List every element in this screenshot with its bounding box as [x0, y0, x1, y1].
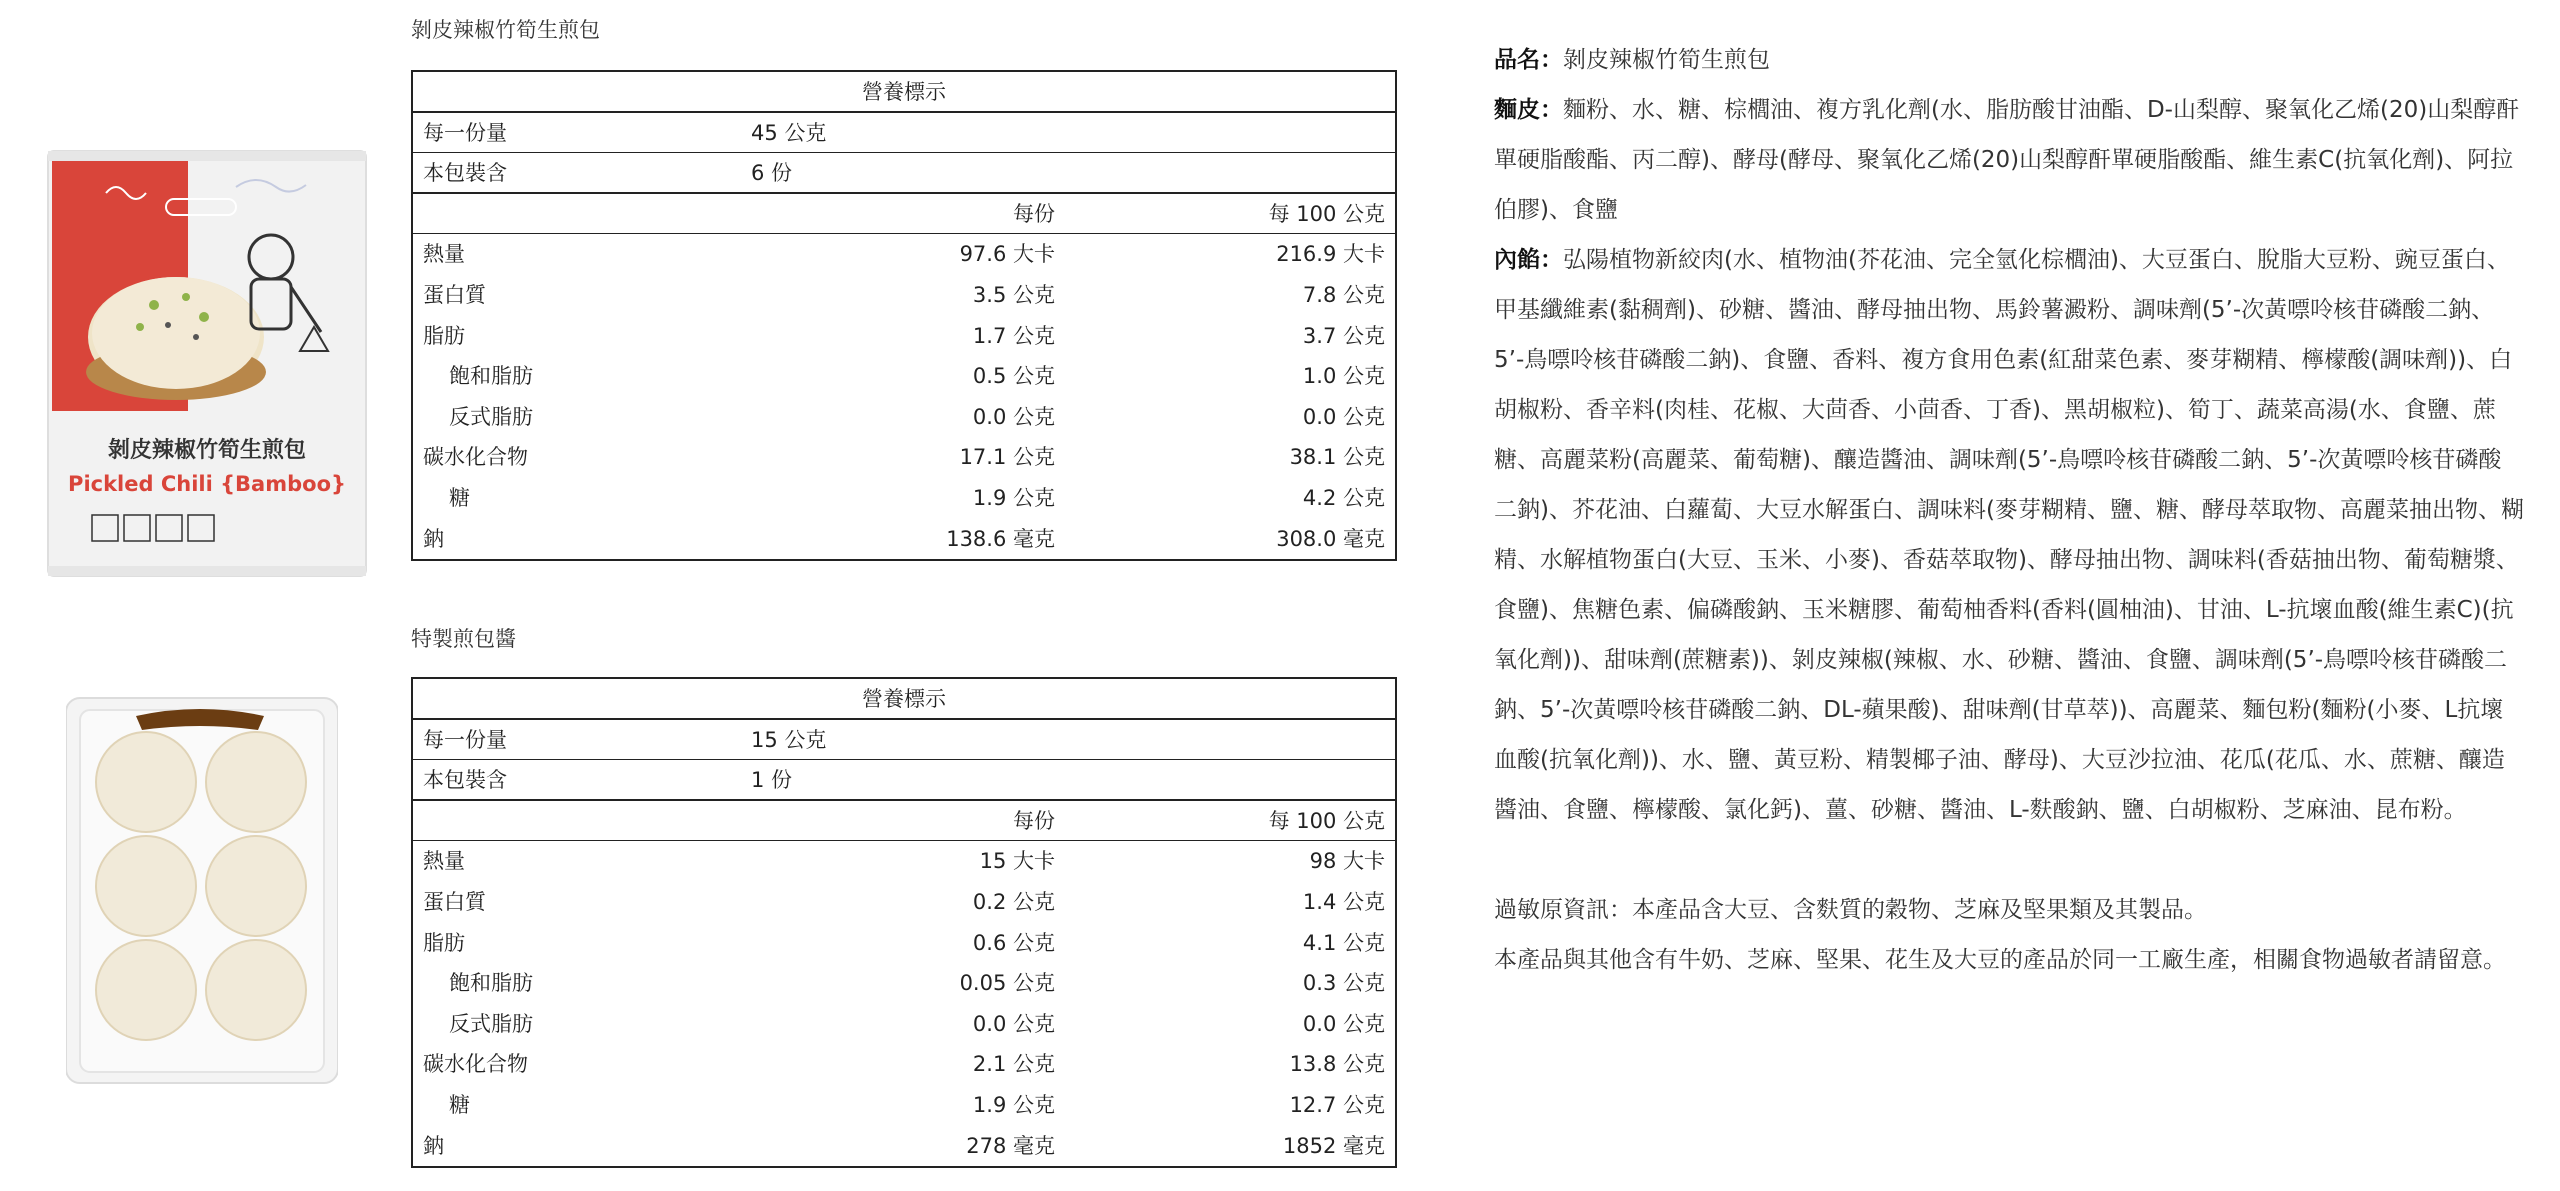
product-info — [1494, 35, 2524, 985]
row-label: 鈉 — [423, 1133, 444, 1158]
row-per-serving: 3.5 公克 — [972, 282, 1055, 307]
row-per-serving: 0.05 公克 — [959, 971, 1055, 996]
pack-value: 1 份 — [751, 768, 793, 793]
row-per-100g: 4.1 公克 — [1302, 930, 1385, 955]
row-per-serving: 0.5 公克 — [972, 364, 1055, 389]
package-name-cn: 剝皮辣椒竹筍生煎包 — [107, 437, 307, 463]
row-per-100g: 98 大卡 — [1309, 849, 1385, 874]
row-per-serving: 0.0 公克 — [972, 1011, 1055, 1036]
col-per-100g: 每 100 公克 — [1268, 201, 1385, 226]
wrapper-text: 麵粉、水、糖、棕櫚油、複方乳化劑(水、脂肪酸甘油酯、D-山梨醇、聚氧化乙烯(20)山梨醇酐單硬脂酸酯、丙二醇)、酵母(酵母、聚氧化乙烯(20)山梨醇酐單硬脂酸酯、維生素C(抗氧化劑)、阿拉伯膠)、食鹽 — [1494, 97, 2520, 223]
row-label: 反式脂肪 — [449, 404, 533, 429]
row-per-100g: 0.3 公克 — [1302, 971, 1385, 996]
pack-row — [413, 760, 1395, 801]
filling-ingredients — [1494, 235, 2524, 835]
nutrition-table-2 — [411, 677, 1397, 1168]
section1-title: 剝皮辣椒竹筍生煎包 — [411, 18, 600, 42]
row-per-serving: 17.1 公克 — [959, 445, 1055, 470]
serving-label: 每一份量 — [423, 120, 507, 145]
col-per-serving: 每份 — [1013, 808, 1055, 833]
nutrition-table-title: 營養標示 — [413, 72, 1395, 113]
row-label: 碳水化合物 — [423, 1052, 528, 1077]
row-per-serving: 138.6 毫克 — [946, 526, 1055, 551]
row-label: 脂肪 — [423, 323, 465, 348]
pack-row — [413, 153, 1395, 194]
row-per-serving: 0.6 公克 — [972, 930, 1055, 955]
row-label: 糖 — [449, 1092, 470, 1117]
table-row — [413, 478, 1395, 519]
table-row — [413, 234, 1395, 275]
col-per-serving: 每份 — [1013, 201, 1055, 226]
table-row — [413, 316, 1395, 357]
row-per-serving: 0.2 公克 — [972, 889, 1055, 914]
row-per-100g: 0.0 公克 — [1302, 1011, 1385, 1036]
table-row — [413, 1004, 1395, 1045]
table-row — [413, 437, 1395, 478]
product-name: 剝皮辣椒竹筍生煎包 — [1563, 47, 1770, 73]
row-per-100g: 308.0 毫克 — [1276, 526, 1385, 551]
table-row — [413, 275, 1395, 316]
row-label: 糖 — [449, 485, 470, 510]
row-per-100g: 12.7 公克 — [1289, 1092, 1385, 1117]
serving-value: 15 公克 — [751, 727, 827, 752]
serving-label: 每一份量 — [423, 727, 507, 752]
table-row — [413, 923, 1395, 964]
row-per-100g: 0.0 公克 — [1302, 404, 1385, 429]
column-header-row — [413, 801, 1395, 842]
product-name-line — [1494, 35, 2524, 85]
col-per-100g: 每 100 公克 — [1268, 808, 1385, 833]
nutrition-table-title: 營養標示 — [413, 679, 1395, 720]
row-per-100g: 7.8 公克 — [1302, 282, 1385, 307]
table-row — [413, 841, 1395, 882]
row-per-serving: 278 毫克 — [966, 1133, 1055, 1158]
row-per-serving: 15 大卡 — [979, 849, 1055, 874]
row-per-serving: 2.1 公克 — [972, 1052, 1055, 1077]
column-header-row — [413, 194, 1395, 235]
product-package-image — [36, 137, 376, 592]
row-per-100g: 1.4 公克 — [1302, 889, 1385, 914]
row-per-serving: 1.7 公克 — [972, 323, 1055, 348]
serving-row — [413, 720, 1395, 761]
row-per-100g: 3.7 公克 — [1302, 323, 1385, 348]
package-name-en: Pickled Chili {Bamboo} — [68, 472, 346, 496]
filling-label: 內餡： — [1494, 247, 1563, 273]
row-per-serving: 0.0 公克 — [972, 404, 1055, 429]
wrapper-label: 麵皮： — [1494, 97, 1563, 123]
table-row — [413, 519, 1395, 560]
serving-value: 45 公克 — [751, 120, 827, 145]
row-per-100g: 13.8 公克 — [1289, 1052, 1385, 1077]
name-label: 品名： — [1494, 47, 1563, 73]
row-label: 蛋白質 — [423, 282, 486, 307]
row-label: 反式脂肪 — [449, 1011, 533, 1036]
row-per-serving: 1.9 公克 — [972, 485, 1055, 510]
table-row — [413, 882, 1395, 923]
table-row — [413, 1044, 1395, 1085]
row-per-100g: 38.1 公克 — [1289, 445, 1385, 470]
row-label: 蛋白質 — [423, 889, 486, 914]
row-label: 碳水化合物 — [423, 445, 528, 470]
row-per-serving: 97.6 大卡 — [959, 242, 1055, 267]
table-row — [413, 397, 1395, 438]
serving-row — [413, 113, 1395, 154]
facility-notice: 本產品與其他含有牛奶、芝麻、堅果、花生及大豆的產品於同一工廠生產，相關食物過敏者請留意。 — [1494, 947, 2506, 973]
row-per-100g: 1852 毫克 — [1282, 1133, 1385, 1158]
row-per-serving: 1.9 公克 — [972, 1092, 1055, 1117]
allergen-info: 過敏原資訊：本產品含大豆、含麩質的穀物、芝麻及堅果類及其製品。 — [1494, 897, 2207, 923]
pack-value: 6 份 — [751, 161, 793, 186]
filling-text: 弘陽植物新絞肉(水、植物油(芥花油、完全氫化棕櫚油)、大豆蛋白、脫脂大豆粉、豌豆蛋白、甲基纖維素(黏稠劑)、砂糖、醬油、酵母抽出物、馬鈴薯澱粉、調味劑(5’-次黃嘌呤核苷磷酸二鈉、5’-鳥嘌呤核苷磷酸二鈉)、食鹽、香料、複方食用色素(紅甜菜色素、麥芽糊精、檸檬酸(調味劑))、白胡椒粉、香辛料(肉桂、花椒、大茴香、小茴香、丁香)、黑胡椒粒)、筍丁、蔬菜高湯(水、食鹽、蔗糖、高麗菜粉(高麗菜、葡萄糖)、釀造醬油、調味劑(5’-鳥嘌呤核苷磷酸二鈉、5’-次黃嘌呤核苷磷酸二鈉)、芥花油、白蘿蔔、大豆水解蛋白、調味料(麥芽糊精、鹽、糖、酵母萃取物、高麗菜抽出物、糊精、水解植物蛋白(大豆、玉米、小麥)、香菇萃取物)、酵母抽出物、調味料(香菇抽出物、葡萄糖漿、食鹽)、焦糖色素、偏磷酸鈉、玉米糖膠、葡萄柚香料(香料(圓柚油)、甘油、L-抗壞血酸(維生素C)(抗氧化劑))、甜味劑(蔗糖素))、剝皮辣椒(辣椒、水、砂糖、醬油、食鹽、調味劑(5’-鳥嘌呤核苷磷酸二鈉、5’-次黃嘌呤核苷磷酸二鈉、DL-蘋果酸)、甜味劑(甘草萃))、高麗菜、麵包粉(麵粉(小麥、L抗壞血酸(抗氧化劑))、水、鹽、黃豆粉、精製椰子油、酵母)、大豆沙拉油、花瓜(花瓜、水、蔗糖、釀造醬油、食鹽、檸檬酸、氯化鈣)、薑、砂糖、醬油、L-麩酸鈉、鹽、白胡椒粉、芝麻油、昆布粉。 — [1494, 247, 2524, 823]
row-per-100g: 4.2 公克 — [1302, 485, 1385, 510]
pack-label: 本包裝含 — [423, 161, 507, 186]
row-label: 脂肪 — [423, 930, 465, 955]
product-tray-image — [66, 690, 338, 1090]
row-label: 鈉 — [423, 526, 444, 551]
table-row — [413, 356, 1395, 397]
row-label: 飽和脂肪 — [449, 364, 533, 389]
row-label: 熱量 — [423, 849, 465, 874]
row-label: 飽和脂肪 — [449, 971, 533, 996]
row-label: 熱量 — [423, 242, 465, 267]
row-per-100g: 216.9 大卡 — [1276, 242, 1385, 267]
pack-label: 本包裝含 — [423, 768, 507, 793]
table-row — [413, 1126, 1395, 1167]
wrapper-ingredients — [1494, 85, 2524, 235]
nutrition-table-1 — [411, 70, 1397, 561]
table-row — [413, 1085, 1395, 1126]
row-per-100g: 1.0 公克 — [1302, 364, 1385, 389]
table-row — [413, 963, 1395, 1004]
section2-title: 特製煎包醬 — [411, 627, 516, 651]
